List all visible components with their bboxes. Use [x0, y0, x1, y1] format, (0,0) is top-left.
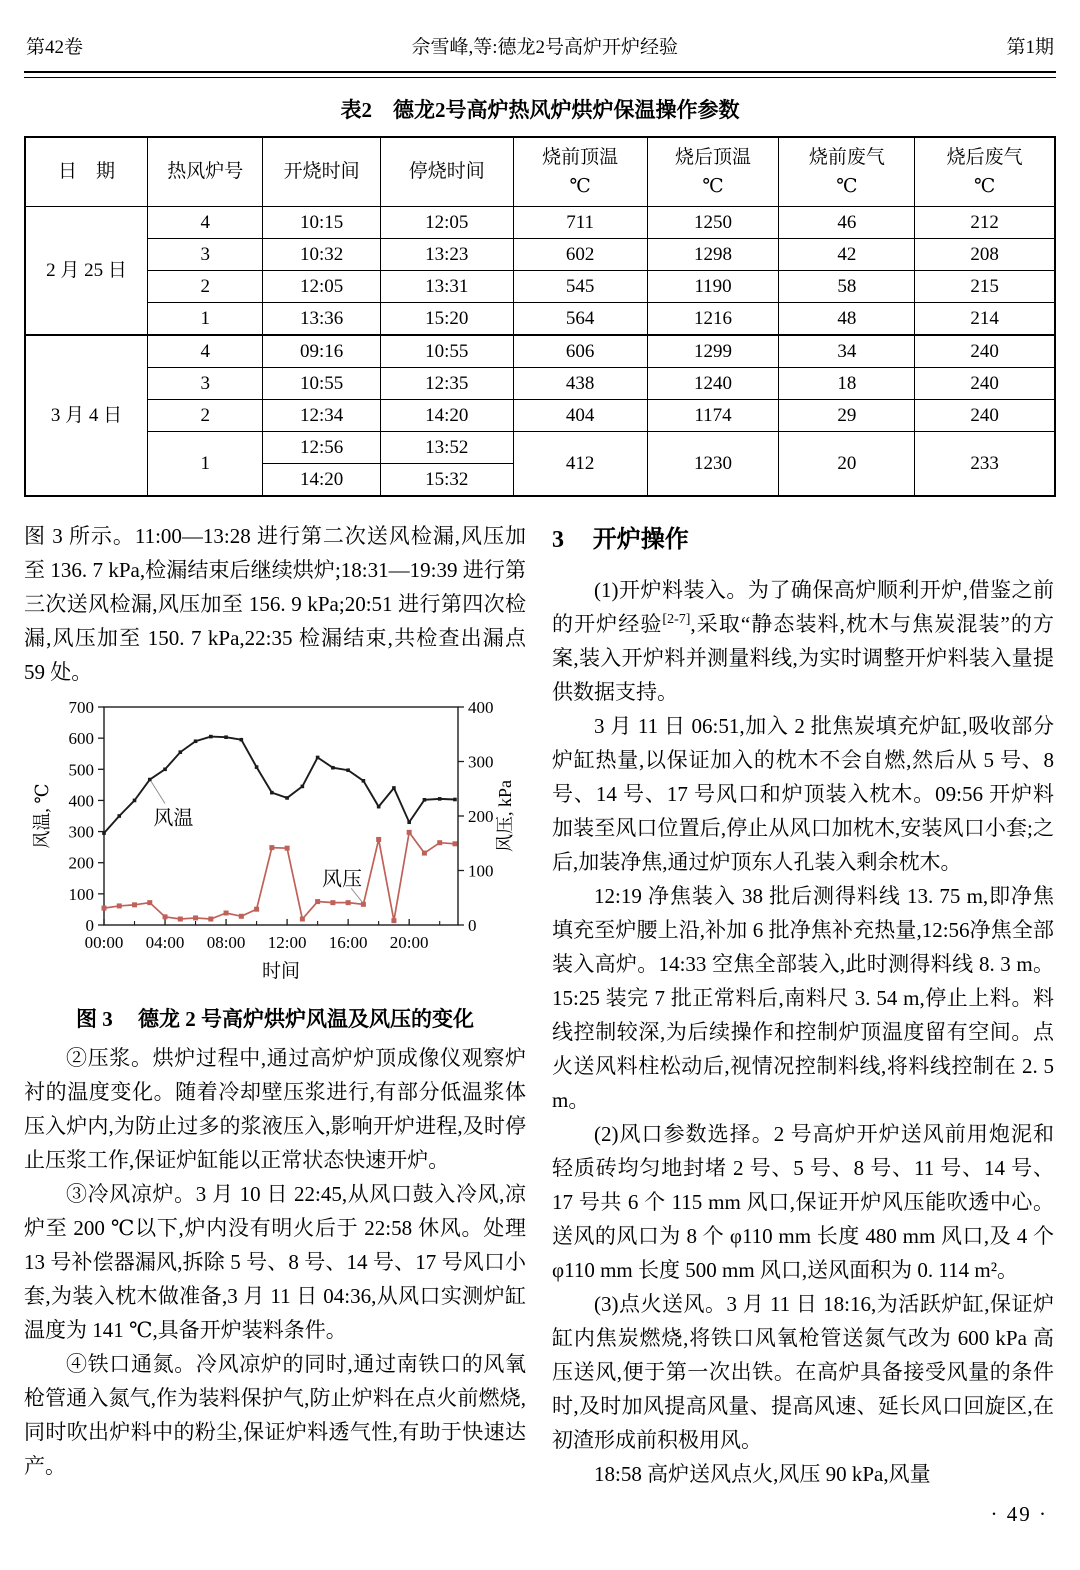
table-cell: 58 [779, 271, 915, 303]
y-left-tick-label: 100 [68, 884, 94, 904]
pressure-marker [193, 915, 198, 920]
table-cell: 1299 [647, 335, 779, 368]
table-cell: 10:32 [263, 239, 380, 271]
figure3-caption [24, 1003, 526, 1035]
table-title-text: 德龙2号高炉热风炉烘炉保温操作参数 [393, 98, 740, 122]
table-cell: 48 [779, 303, 915, 336]
table2 [24, 136, 1056, 497]
temperature-marker [270, 791, 274, 795]
pressure-marker [132, 902, 137, 907]
pressure-marker [437, 840, 442, 845]
table-cell: 13:52 [380, 432, 513, 464]
table-cell: 1230 [647, 432, 779, 497]
table-cell: 545 [513, 271, 647, 303]
table-cell: 15:20 [380, 303, 513, 336]
table-cell: 214 [915, 303, 1055, 336]
table-row [25, 335, 1055, 368]
table-title [24, 94, 1056, 124]
table-cell: 20 [779, 432, 915, 497]
x-tick-label: 04:00 [145, 933, 185, 952]
table-cell: 1190 [647, 271, 779, 303]
table-cell: 3 月 4 日 [25, 335, 148, 496]
table-cell: 438 [513, 368, 647, 400]
x-tick-label: 08:00 [206, 933, 246, 952]
table-cell: 1250 [647, 207, 779, 239]
temperature-marker [178, 750, 182, 754]
pressure-marker [147, 900, 152, 905]
y-left-tick-label: 300 [68, 822, 94, 842]
paragraph: 12:19 净焦装入 38 批后测得料线 13. 75 m,即净焦填充至炉腰上沿,补加 6 批净焦补充热量,12:56净焦全部装入高炉。14:33 空焦全部装入,此时测得料线 8. 3 m。15:25 装完 7 批正常料后,南料尺 3. 54 m,停止上料。料线控制较深,为后续操作和控制炉顶温度留有空间。点火送风料柱松动后,视情况控制料线,将料线控制在 2. 5 m。 [552, 884, 1054, 1112]
temperature-marker [148, 778, 152, 782]
col-header-top-after: 烧后顶温 ℃ [647, 137, 779, 207]
temperature-marker [438, 797, 442, 801]
table-cell: 10:55 [263, 368, 380, 400]
paragraph: (2)风口参数选择。2 号高炉开炉送风前用炮泥和轻质砖均匀地封堵 2 号、5 号、8 号、11 号、14 号、17 号共 6 个 115 mm 风口,保证开炉风压能吹透中心。送风的风口为 8 个 φ110 mm 长度 480 mm 风口,及 4 个 φ110 mm 长度 500 mm 风口,送风面积为 0. 114 m²。 [552, 1122, 1054, 1282]
pressure-marker [254, 907, 259, 912]
pressure-marker [269, 845, 274, 850]
y-left-axis-title: 风温, ℃ [32, 783, 52, 849]
pressure-marker [224, 911, 229, 916]
header-volume: 第42卷 [26, 37, 84, 58]
pressure-marker [178, 917, 183, 922]
table-number: 表2 [340, 98, 372, 122]
x-tick-label: 12:00 [267, 933, 307, 952]
y-right-axis-title: 风压, kPa [495, 780, 515, 852]
pressure-line [104, 832, 455, 920]
pressure-marker [315, 899, 320, 904]
pressure-marker [346, 900, 351, 905]
pressure-marker [117, 903, 122, 908]
pressure-marker [361, 902, 366, 907]
pressure-marker [102, 906, 107, 911]
temperature-marker [346, 768, 350, 772]
temperature-marker [117, 814, 121, 818]
col-header-gas-after: 烧后废气 ℃ [915, 137, 1055, 207]
table-cell: 15:32 [380, 464, 513, 497]
table-cell: 18 [779, 368, 915, 400]
x-tick-label: 00:00 [84, 933, 124, 952]
table-cell: 12:34 [263, 400, 380, 432]
pressure-marker [285, 846, 290, 851]
table-cell: 13:36 [263, 303, 380, 336]
section-heading [552, 523, 1054, 557]
table-cell: 46 [779, 207, 915, 239]
table-cell: 13:31 [380, 271, 513, 303]
y-right-tick-label: 100 [468, 861, 494, 881]
table-cell: 4 [148, 207, 263, 239]
col-header-stove: 热风炉号 [148, 137, 263, 207]
paragraph: 图 3 所示。11:00—13:28 进行第二次送风检漏,风压加至 136. 7 kPa,检漏结束后继续烘炉;18:31—19:39 进行第三次送风检漏,风压加至 156. 9 kPa;20:51 进行第四次检漏,风压加至 150. 7 kPa,22:35 检漏结束,共检查出漏点 59 处。 [24, 524, 526, 684]
pressure-marker [391, 918, 396, 923]
temperature-marker [194, 739, 198, 743]
col-header-date: 日 期 [25, 137, 148, 207]
table-row [25, 400, 1055, 432]
temperature-marker [377, 805, 381, 809]
table-cell: 13:23 [380, 239, 513, 271]
citation-superscript: [2-7] [662, 612, 691, 627]
table-cell: 42 [779, 239, 915, 271]
right-column [552, 519, 1054, 1531]
section-title: 开炉操作 [592, 527, 689, 553]
table-cell: 240 [915, 368, 1055, 400]
pressure-marker [422, 851, 427, 856]
table-cell: 1298 [647, 239, 779, 271]
pressure-marker [330, 900, 335, 905]
table-cell: 29 [779, 400, 915, 432]
col-header-gas-before: 烧前废气 ℃ [779, 137, 915, 207]
temperature-marker [163, 767, 167, 771]
table-cell: 34 [779, 335, 915, 368]
temperature-marker [362, 779, 366, 783]
paragraph: ④铁口通氮。冷风凉炉的同时,通过南铁口的风氧枪管通入氮气,作为装料保护气,防止炉料在点火前燃烧,同时吹出炉料中的粉尘,保证炉料透气性,有助于快速达产。 [24, 1352, 526, 1478]
y-left-tick-label: 600 [68, 729, 94, 749]
body-columns [24, 519, 1056, 1531]
x-tick-label: 20:00 [389, 933, 429, 952]
temperature-marker [453, 798, 457, 802]
temperature-marker [209, 735, 213, 739]
paragraph: ③冷风凉炉。3 月 10 日 22:45,从风口鼓入冷风,凉炉至 200 ℃以下,炉内没有明火后于 22:58 休风。处理 13 号补偿器漏风,拆除 5 号、8 号、14 号、17 号风口小套,为装入枕木做准备,3 月 11 日 04:36,从风口实测炉缸温度为 141 ℃,具备开炉装料条件。 [24, 1182, 526, 1342]
table-cell: 404 [513, 400, 647, 432]
table-cell: 240 [915, 335, 1055, 368]
figure-number: 图 3 [76, 1007, 113, 1031]
annotation-leader-line [151, 782, 165, 804]
paragraph: 18:58 高炉送风点火,风压 90 kPa,风量 [594, 1462, 931, 1486]
table-row [25, 368, 1055, 400]
figure3 [24, 693, 526, 1035]
table-header-row [25, 137, 1055, 207]
temperature-marker [316, 756, 320, 760]
table-cell: 12:05 [380, 207, 513, 239]
y-right-tick-label: 300 [468, 752, 494, 772]
paragraph: (3)点火送风。3 月 11 日 18:16,为活跃炉缸,保证炉缸内焦炭燃烧,将铁口风氧枪管送氮气改为 600 kPa 高压送风,便于第一次出铁。在高炉具备接受风量的条件时,及时加风提高风量、提高风速、延长风口回旋区,在初渣形成前积极用风。 [552, 1292, 1054, 1452]
table-row [25, 207, 1055, 239]
temperature-marker [301, 785, 305, 789]
pressure-marker [239, 914, 244, 919]
table-cell: 12:35 [380, 368, 513, 400]
table-cell: 240 [915, 400, 1055, 432]
col-header-top-before: 烧前顶温 ℃ [513, 137, 647, 207]
left-column [24, 519, 526, 1531]
table-cell: 4 [148, 335, 263, 368]
series-label: 风温 [153, 807, 194, 830]
table-cell: 711 [513, 207, 647, 239]
table-cell: 10:55 [380, 335, 513, 368]
table-cell: 10:15 [263, 207, 380, 239]
table-cell: 14:20 [380, 400, 513, 432]
table-body [25, 207, 1055, 497]
section-number: 3 [552, 527, 564, 553]
pressure-marker [407, 830, 412, 835]
header-issue: 第1期 [1006, 37, 1054, 58]
y-left-tick-label: 200 [68, 853, 94, 873]
table-cell: 1240 [647, 368, 779, 400]
table-row [25, 303, 1055, 336]
table-cell: 233 [915, 432, 1055, 497]
table-cell: 1216 [647, 303, 779, 336]
temperature-marker [423, 798, 427, 802]
pressure-marker [300, 917, 305, 922]
temperature-marker [224, 735, 228, 739]
x-axis-title: 时间 [261, 961, 301, 982]
header-rule [24, 71, 1056, 78]
pressure-marker [208, 917, 213, 922]
table-cell: 564 [513, 303, 647, 336]
col-header-start: 开烧时间 [263, 137, 380, 207]
x-tick-label: 16:00 [328, 933, 368, 952]
y-right-tick-label: 200 [468, 807, 494, 826]
col-header-stop: 停烧时间 [380, 137, 513, 207]
page-number: · 49 · [990, 1502, 1048, 1526]
table-cell: 1174 [647, 400, 779, 432]
table-cell: 602 [513, 239, 647, 271]
table-cell: 1 [148, 432, 263, 497]
header-article-title: 佘雪峰,等:德龙2号高炉开炉经验 [411, 37, 679, 58]
paragraph: 3 月 11 日 06:51,加入 2 批焦炭填充炉缸,吸收部分炉缸热量,以保证加入的枕木不会自燃,然后从 5 号、8 号、14 号、17 号风口和炉顶装入枕木。09:56 开炉料加装至风口位置后,停止从风口加枕木,安装风口小套;之后,加装净焦,通过炉顶东人孔装入剩余枕木。 [552, 714, 1054, 874]
pressure-marker [452, 841, 457, 846]
table-cell: 12:56 [263, 432, 380, 464]
y-right-tick-label: 400 [468, 698, 494, 717]
pressure-marker [376, 837, 381, 842]
temperature-marker [392, 786, 396, 790]
table-row [25, 271, 1055, 303]
paragraph: ②压浆。烘炉过程中,通过高炉炉顶成像仪观察炉衬的温度变化。随着冷却壁压浆进行,有部分低温浆体压入炉内,为防止过多的浆液压入,影响开炉进程,及时停止压浆工作,保证炉缸能以正常状态快速开炉。 [24, 1046, 526, 1172]
series-label: 风压 [322, 868, 363, 891]
table-cell: 14:20 [263, 464, 380, 497]
temperature-marker [102, 831, 106, 835]
table-cell: 412 [513, 432, 647, 497]
figure3-chart [24, 693, 526, 989]
temperature-marker [240, 738, 244, 742]
table-cell: 09:16 [263, 335, 380, 368]
table-cell: 3 [148, 239, 263, 271]
page-header [24, 26, 1056, 59]
table-cell: 2 月 25 日 [25, 207, 148, 336]
temperature-marker [331, 766, 335, 770]
table-cell: 1 [148, 303, 263, 336]
y-left-tick-label: 0 [85, 916, 94, 935]
temperature-marker [133, 799, 137, 803]
y-left-tick-label: 400 [68, 791, 94, 811]
table-cell: 215 [915, 271, 1055, 303]
table-cell: 212 [915, 207, 1055, 239]
table-cell: 208 [915, 239, 1055, 271]
pressure-marker [163, 914, 168, 919]
table-cell: 606 [513, 335, 647, 368]
paragraph: (1)开炉料装入。为了确保高炉顺利开炉,借鉴之前的开炉经验[2-7],采取“静态装料,枕木与焦炭混装”的方案,装入开炉料并测量料线,为实时调整开炉料装入量提供数据支持。 [552, 578, 1055, 704]
table-cell: 3 [148, 368, 263, 400]
table-row [25, 432, 1055, 464]
table-cell: 2 [148, 400, 263, 432]
table-cell: 2 [148, 271, 263, 303]
annotation-leader-line [351, 888, 362, 902]
temperature-marker [255, 765, 259, 769]
table-row [25, 239, 1055, 271]
figure-caption-text: 德龙 2 号高炉烘炉风温及风压的变化 [137, 1007, 474, 1031]
y-left-tick-label: 500 [68, 760, 94, 780]
table-cell: 12:05 [263, 271, 380, 303]
temperature-marker [407, 820, 411, 824]
temperature-marker [285, 796, 289, 800]
y-left-tick-label: 700 [68, 698, 94, 717]
y-right-tick-label: 0 [468, 916, 477, 935]
